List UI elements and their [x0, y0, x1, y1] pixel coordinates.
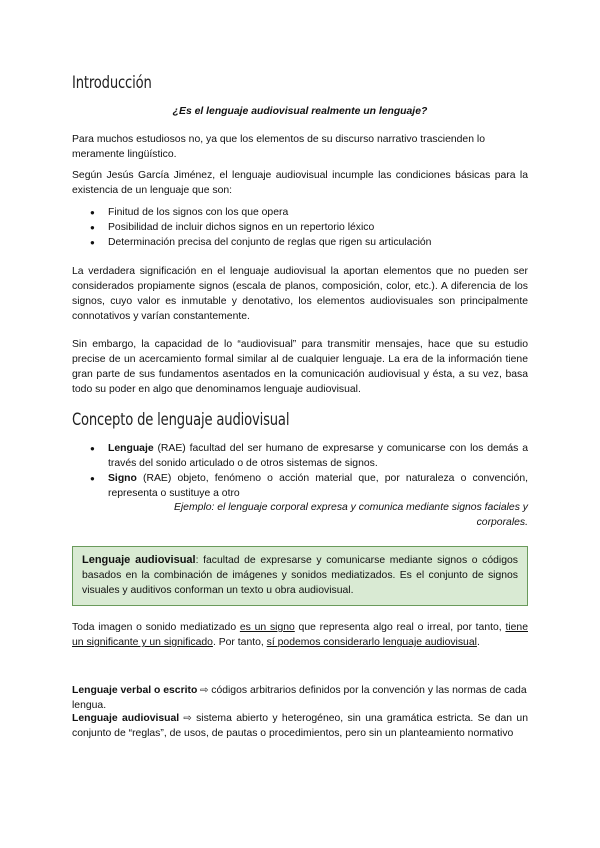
box-text: : facultad de expresarse y comunicarse mediante signos o códigos basados en la combinación de imágenes y sonidos mediatizados. Es el conjunto de signos visuales y auditivos conforman un texto u obra audiovisual. — [82, 555, 518, 596]
definition-box — [72, 546, 528, 606]
signo-paragraph — [72, 620, 528, 650]
definition-text: (RAE) facultad del ser humano de expresarse y comunicarse con los demás a través del sonido articulado o de otros sistemas de signos. — [108, 443, 528, 469]
audiovisual-text: sistema abierto y heterogéneo, sin una gramática estricta. Se dan un conjunto de “reglas”, de usos, de pautas o procedimientos, pero sin un planteamiento normativo — [72, 713, 528, 739]
intro-question: ¿Es el lenguaje audiovisual realmente un lenguaje? — [172, 106, 428, 117]
audiovisual-language-paragraph — [72, 711, 528, 741]
list-item: ● Finitud de los signos con los que opera — [72, 205, 528, 220]
intro-paragraph-1: Para muchos estudiosos no, ya que los elementos de su discurso narrativo trascienden lo meramente lingüístico. — [72, 134, 485, 160]
underlined-text: es un signo — [239, 622, 295, 633]
section-title-concepto: Concepto de lenguaje audiovisual — [72, 410, 290, 430]
box-term: Lenguaje audiovisual — [82, 554, 196, 566]
intro-paragraph-2: Según Jesús García Jiménez, el lenguaje audiovisual incumple las condiciones básicas para la existencia de un lenguaje que son: — [72, 170, 528, 196]
intro-paragraph-3: La verdadera significación en el lenguaje audiovisual la aportan elementos que no pueden ser considerados propiamente signos (escala de planos, composición, color, etc.). A diferencia de los signos, cuyo valor es inmutable y denotativo, los elementos audiovisuales son principalmente connotativos y varían constantemente. — [72, 266, 528, 322]
term-verbal: Lenguaje verbal o escrito — [72, 685, 198, 696]
verbal-text: códigos arbitrarios definidos por la convención y las normas de cada lengua. — [72, 685, 527, 711]
definition-signo — [72, 471, 528, 501]
term-lenguaje: Lenguaje — [108, 443, 154, 454]
list-item: ● Posibilidad de incluir dichos signos en un repertorio léxico — [72, 220, 528, 235]
arrow-icon: ⇨ — [197, 685, 212, 696]
arrow-icon: ⇨ — [179, 713, 197, 724]
text-run: que representa algo real o irreal, por tanto, — [294, 622, 506, 633]
text-run: . — [476, 637, 480, 648]
example-text: Ejemplo: el lenguaje corporal expresa y comunica mediante signos faciales y corporales. — [173, 502, 528, 528]
section-title-introduccion: Introducción — [72, 73, 152, 93]
text-run: . Por tanto, — [212, 637, 267, 648]
definition-lenguaje — [72, 441, 528, 471]
list-item: ● Determinación precisa del conjunto de reglas que rigen su articulación — [72, 235, 528, 250]
definitions-list — [72, 441, 528, 501]
definition-text: (RAE) objeto, fenómeno o acción material que, por naturaleza o convención, representa o sustituye a otro — [108, 473, 528, 499]
term-audiovisual: Lenguaje audiovisual — [72, 713, 180, 724]
intro-paragraph-4: Sin embargo, la capacidad de lo “audiovisual” para transmitir mensajes, hace que su estudio precise de un acercamiento formal similar al de cualquier lenguaje. La era de la información tiene gran parte de sus fundamentos asentados en la comunicación audiovisual y ésta, a su vez, basa todo su poder en algo que denominamos lenguaje audiovisual. — [72, 339, 528, 395]
term-signo: Signo — [108, 473, 137, 484]
text-run: Toda imagen o sonido mediatizado — [72, 622, 240, 633]
conditions-list — [72, 205, 528, 250]
underlined-text: tiene un significante y un significado — [72, 622, 528, 648]
verbal-language-paragraph — [72, 683, 528, 713]
underlined-text: sí podemos considerarlo lenguaje audiovisual — [266, 637, 477, 648]
